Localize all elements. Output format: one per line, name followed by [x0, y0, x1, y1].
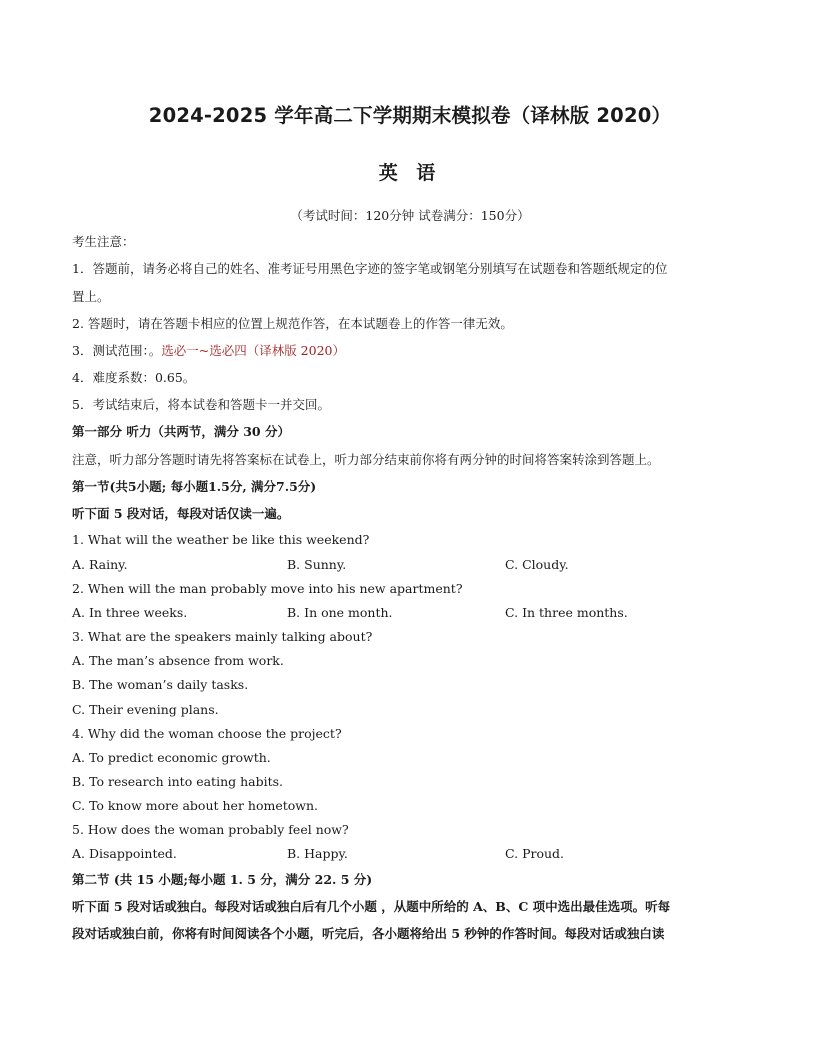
question-4-option-c: C. To know more about her hometown. [72, 798, 319, 813]
question-5-stem: 5. How does the woman probably feel now? [72, 822, 349, 837]
notice-item-3-scope: 选必一~选必四（译林版 2020） [161, 343, 345, 358]
exam-title: 2024-2025 学年高二下学期期末模拟卷（译林版 2020） [148, 104, 672, 127]
question-2-stem: 2. When will the man probably move into his new apartment? [72, 581, 463, 596]
section-1-heading: 第一节(共5小题; 每小题1.5分, 满分7.5分) [72, 479, 317, 494]
question-5-option-b: B. Happy. [287, 846, 348, 861]
notice-item-5: 5．考试结束后，将本试卷和答题卡一并交回。 [72, 397, 330, 412]
notice-item-3-prefix: 3．测试范围：。 [72, 343, 162, 358]
question-1-option-c: C. Cloudy. [505, 557, 569, 572]
question-4-stem: 4. Why did the woman choose the project? [72, 726, 342, 741]
section-2-instruction-line-1: 听下面 5 段对话或独白。每段对话或独白后有几个小题 ，从题中所给的 A、B、C 项中选出最佳选项。听每 [72, 899, 671, 914]
question-2-option-a: A. In three weeks. [72, 605, 188, 620]
part-1-heading: 第一部分 听力（共两节，满分 30 分） [72, 424, 290, 439]
question-4-option-a: A. To predict economic growth. [72, 750, 271, 765]
notice-item-4: 4．难度系数：0.65。 [72, 370, 196, 385]
exam-info: （考试时间：120分钟 试卷满分：150分） [290, 208, 530, 223]
question-1-option-a: A. Rainy. [72, 557, 128, 572]
question-1-option-b: B. Sunny. [287, 557, 347, 572]
question-2-option-b: B. In one month. [287, 605, 393, 620]
section-2-heading: 第二节 (共 15 小题;每小题 1. 5 分，满分 22. 5 分) [72, 872, 373, 887]
question-5-option-a: A. Disappointed. [72, 846, 177, 861]
subject-title: 英 语 [378, 162, 442, 184]
question-4-option-b: B. To research into eating habits. [72, 774, 284, 789]
question-5-option-c: C. Proud. [505, 846, 565, 861]
question-3-option-a: A. The man’s absence from work. [72, 653, 284, 668]
question-2-option-c: C. In three months. [505, 605, 628, 620]
section-2-instruction-line-2: 段对话或独白前，你将有时间阅读各个小题，听完后，各小题将给出 5 秒钟的作答时间。每段对话或独白读 [72, 926, 665, 941]
question-3-option-b: B. The woman’s daily tasks. [72, 677, 249, 692]
section-1-instruction: 听下面 5 段对话，每段对话仅读一遍。 [72, 506, 290, 521]
question-3-option-c: C. Their evening plans. [72, 702, 219, 717]
notice-item-3 [72, 343, 345, 359]
notice-item-2: 2. 答题时，请在答题卡相应的位置上规范作答，在本试题卷上的作答一律无效。 [72, 316, 513, 331]
question-1-stem: 1. What will the weather be like this weekend? [72, 532, 370, 547]
question-3-stem: 3. What are the speakers mainly talking about? [72, 629, 373, 644]
notice-heading: 考生注意： [72, 234, 135, 249]
notice-item-1-line-2: 置上。 [72, 289, 110, 304]
part-1-note: 注意，听力部分答题时请先将答案标在试卷上，听力部分结束前你将有两分钟的时间将答案转涂到答题上。 [72, 452, 660, 467]
notice-item-1-line-1: 1．答题前，请务必将自己的姓名、准考证号用黑色字迹的签字笔或钢笔分别填写在试题卷和答题纸规定的位 [72, 261, 668, 276]
